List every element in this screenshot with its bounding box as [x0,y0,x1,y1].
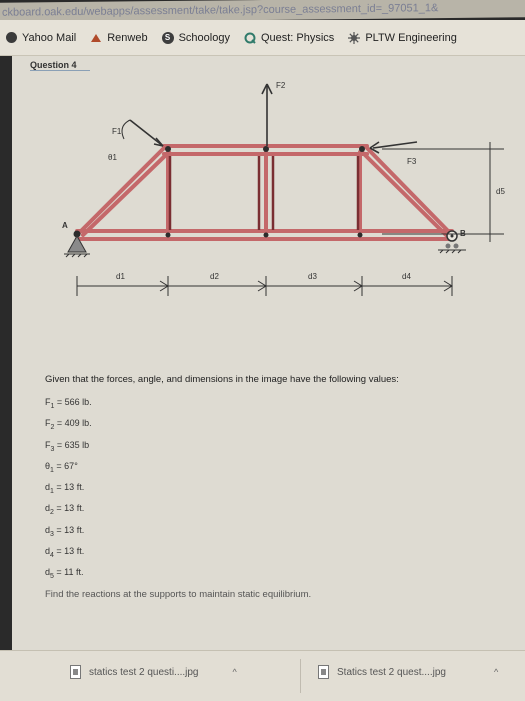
joint [358,233,363,238]
right-diagonal-inner [362,152,446,235]
download-filename: Statics test 2 quest....jpg [337,666,446,678]
chevron-up-icon[interactable]: ^ [493,667,499,677]
dimension-line [77,276,452,296]
force-f2-arrow [262,84,272,146]
force-f1-arrow [122,120,163,146]
value-d1: $d_1 = 13$ ft. [45,482,85,495]
bookmark-pltw[interactable] [348,32,457,44]
value-theta1: $\theta_1 = 67^\circ$ [45,460,78,474]
joint [165,146,171,152]
yahoo-icon [6,32,17,43]
bookmark-quest-physics[interactable] [244,32,334,44]
value-d2: $d_2 = 13$ ft. [45,503,85,517]
label-a: A [62,221,68,230]
address-bar[interactable]: ckboard.oak.edu/webapps/assessment/take/take.jsp?course_assessment_id=_97051_1& [0,0,525,23]
label-d2: d2 [210,272,219,281]
download-item-1[interactable] [70,665,237,679]
label-f2: F2 [276,81,286,90]
value-d5: $d_5 = 11$ ft. [45,567,84,581]
schoology-icon: S [162,32,174,44]
file-icon [318,665,329,679]
title-underline [30,70,90,71]
force-f3-arrow [370,142,417,153]
bookmark-label: Renweb [107,31,148,44]
renweb-icon [90,33,102,43]
bookmark-label: Quest: Physics [260,31,335,44]
assessment-page [12,56,525,650]
bookmark-schoology[interactable] [162,32,230,44]
joint [166,233,171,238]
pltw-icon [348,32,360,44]
value-f1: $F_1 = 566$ lb. [45,397,92,410]
download-item-2[interactable] [318,665,498,679]
value-d4: $d_4 = 13$ ft. [45,546,85,559]
bookmark-yahoo-mail[interactable] [6,32,76,44]
label-d5: d5 [496,187,505,196]
bookmark-renweb[interactable] [90,32,147,44]
left-diagonal-inner [83,152,169,235]
joint [359,146,365,152]
left-diagonal [77,148,164,235]
question-title: Question 4 [30,60,77,70]
question-values [45,374,505,600]
divider [300,659,301,693]
label-d4: d4 [402,272,411,281]
joint [263,146,269,152]
chevron-up-icon[interactable]: ^ [232,667,237,677]
value-d3: $d_3 = 13$ ft. [45,524,85,538]
file-icon [70,665,81,679]
download-filename: statics test 2 questi....jpg [89,666,199,678]
question-intro: Given that the forces, angle, and dimensions in the image have the following values: [45,374,399,385]
joint [264,233,269,238]
bookmark-label: Yahoo Mail [22,31,77,44]
label-theta1: θ1 [108,153,117,162]
label-f3: F3 [407,157,417,166]
value-f2: $F_2 = 409$ lb. [45,418,92,432]
value-f3: $F_3 = 635$ lb [45,439,90,453]
question-prompt: Find the reactions at the supports to maintain static equilibrium. [45,588,312,600]
label-b: B [460,229,466,238]
label-f1: F1 [112,127,122,136]
bookmark-label: PLTW Engineering [365,31,457,44]
downloads-bar [0,650,525,701]
truss-diagram [52,76,512,301]
bookmark-label: Schoology [178,31,230,44]
quest-icon [244,32,256,44]
bookmarks-bar [0,20,525,56]
label-d3: d3 [308,272,317,281]
label-d1: d1 [116,272,125,281]
